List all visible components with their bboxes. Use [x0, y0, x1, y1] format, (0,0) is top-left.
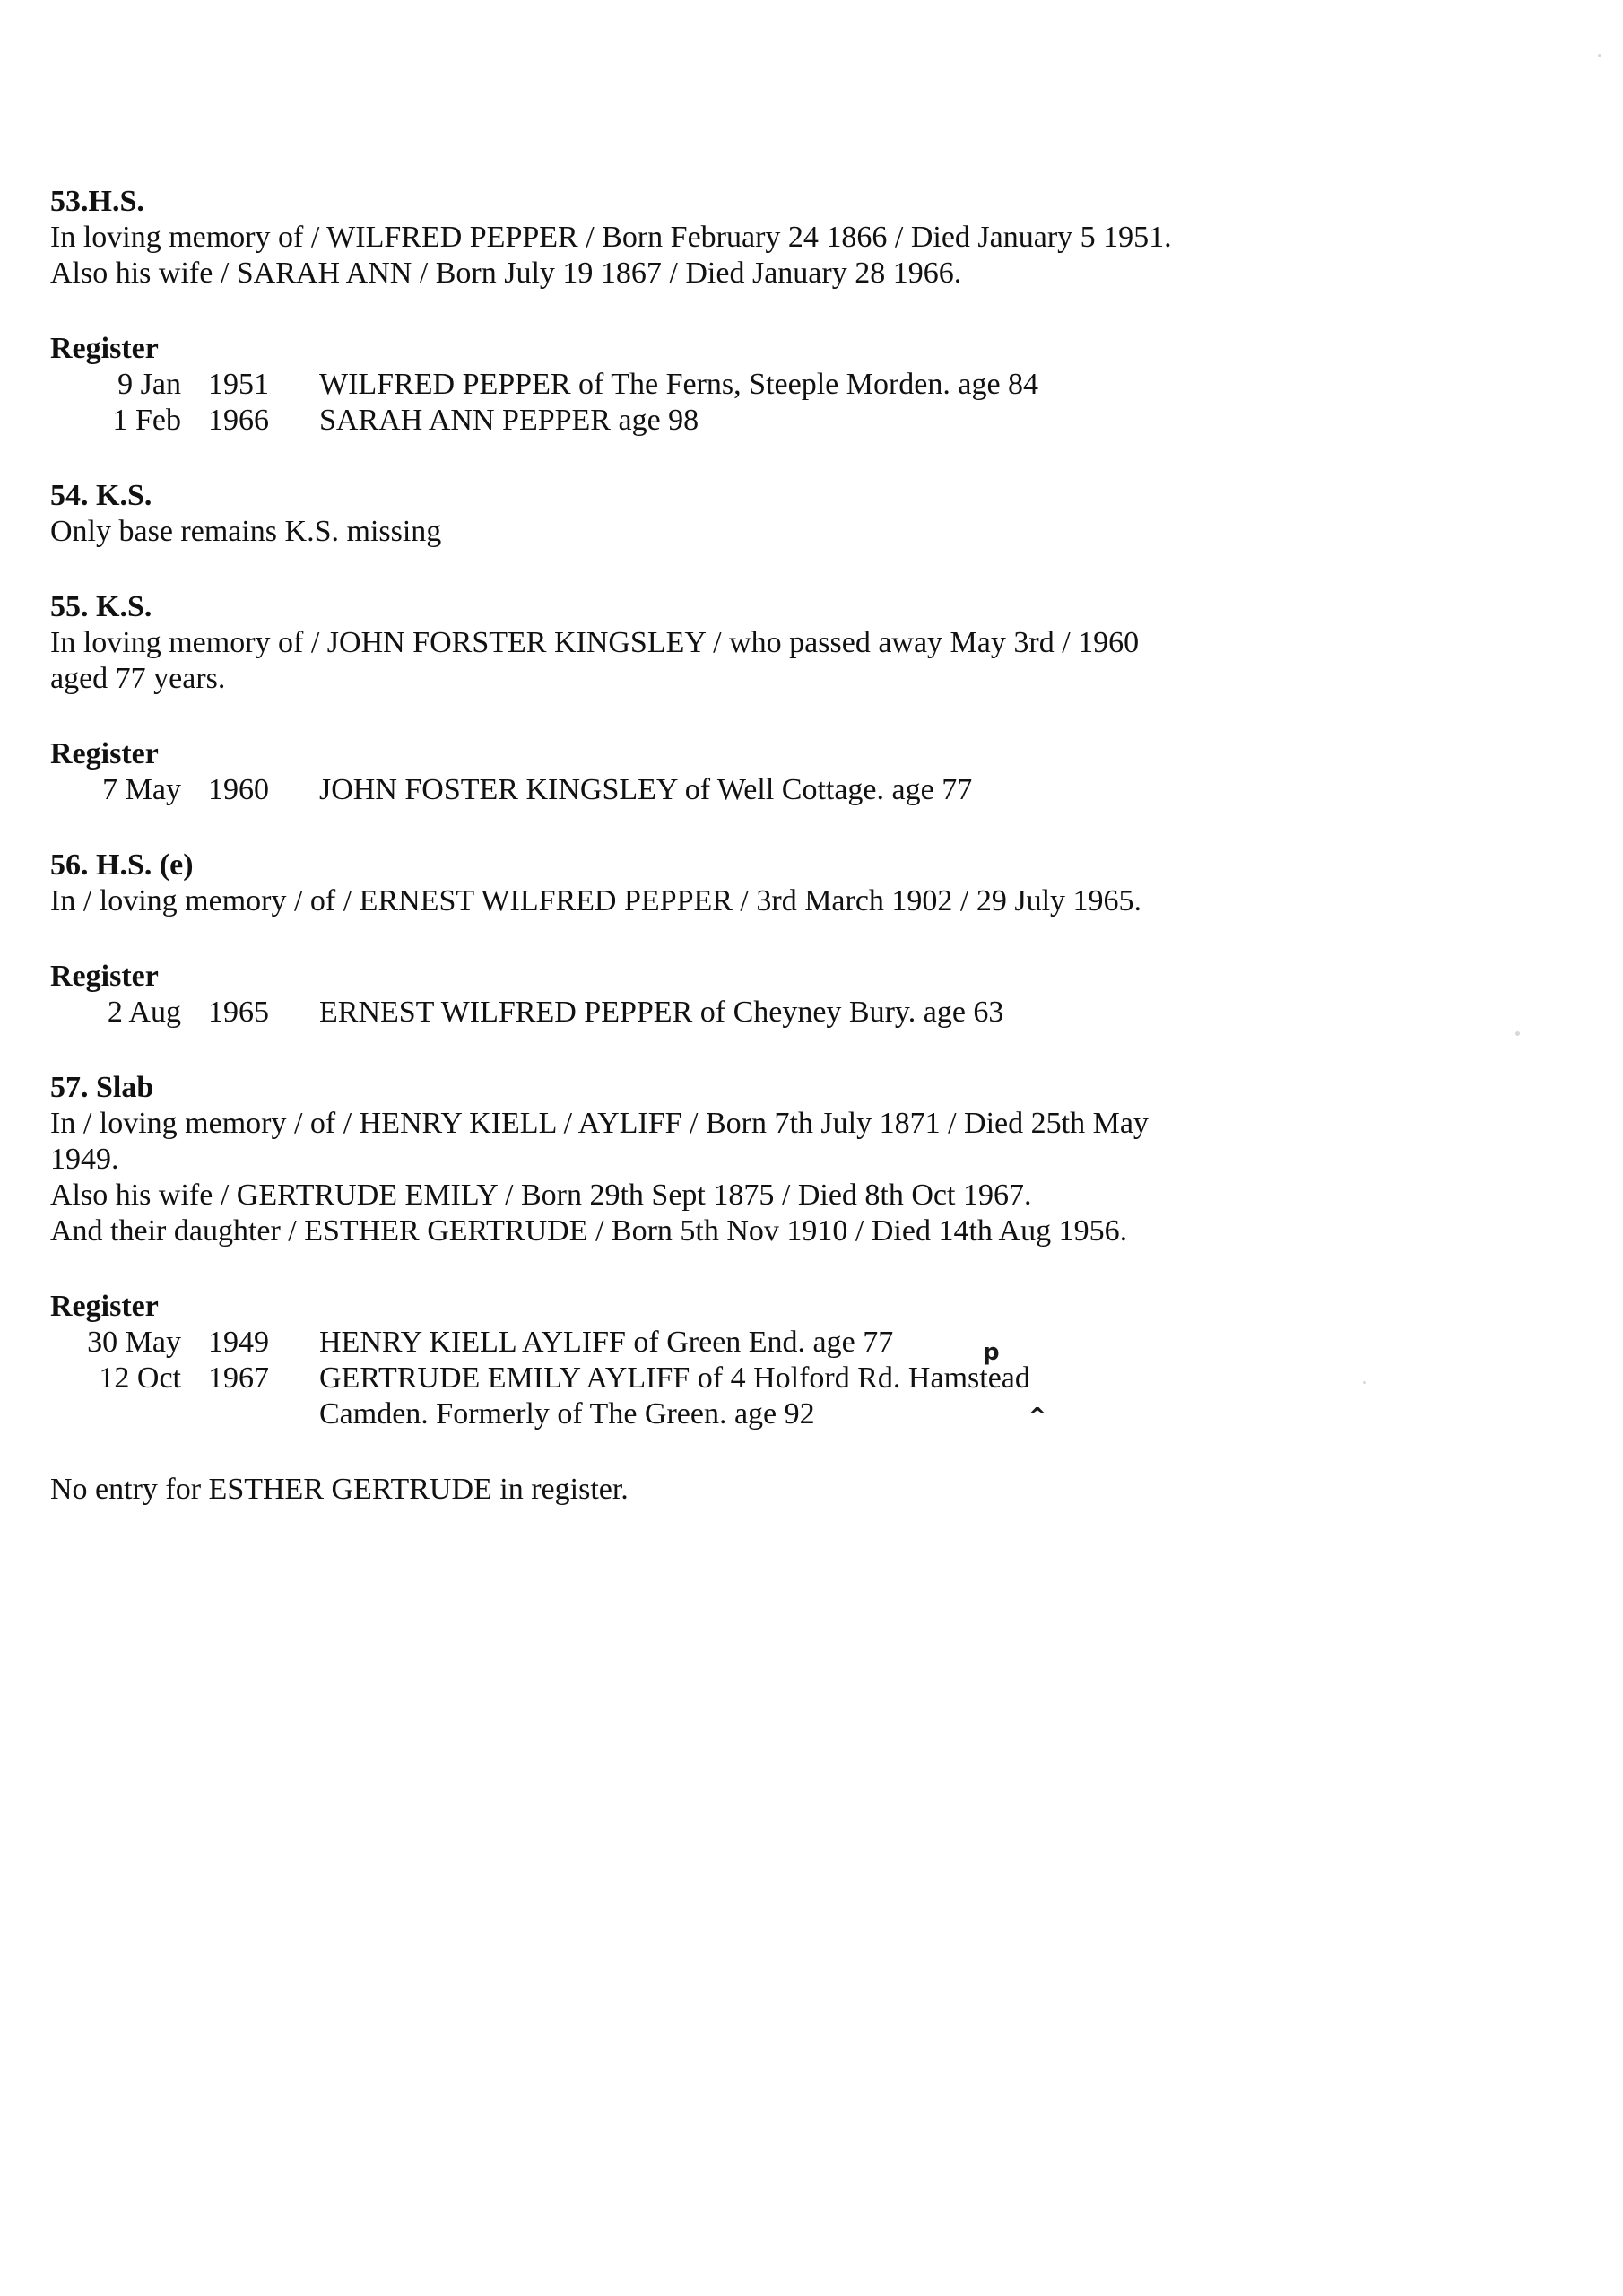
register-row: [50, 995, 1288, 1031]
inscription-line: In loving memory of / WILFRED PEPPER / Born February 24 1866 / Died January 5 1951.: [50, 221, 1172, 254]
register-year: 1966: [208, 404, 269, 437]
register-row: [50, 772, 1288, 808]
entry-56: [50, 848, 1288, 1031]
entry-55: [50, 589, 1288, 808]
register-text: HENRY KIELL AYLIFF of Green End. age 77: [319, 1326, 894, 1359]
entry-57: [50, 1070, 1288, 1432]
inscription-line: In / loving memory / of / ERNEST WILFRED PEPPER / 3rd March 1902 / 29 July 1965.: [50, 884, 1142, 918]
register-day: 9 Jan: [117, 368, 181, 401]
register-title: Register: [50, 960, 159, 993]
entry-53: [50, 184, 1288, 439]
entry-54: [50, 478, 1288, 550]
register-text: ERNEST WILFRED PEPPER of Cheyney Bury. age 63: [319, 996, 1004, 1029]
scan-speck: [1363, 1381, 1366, 1384]
entry-heading: 53.H.S.: [50, 185, 144, 218]
scan-speck: [1515, 1031, 1520, 1036]
register-year: 1949: [208, 1326, 269, 1359]
inscription-line: Also his wife / SARAH ANN / Born July 19 1867 / Died January 28 1966.: [50, 257, 962, 290]
register-row: [50, 1325, 1288, 1361]
register-year: 1960: [208, 773, 269, 806]
register-row: [50, 367, 1288, 403]
register-row: [50, 403, 1288, 439]
entry-heading: 55. K.S.: [50, 590, 152, 623]
inscription-line: 1949.: [50, 1143, 119, 1176]
handwritten-caret-mark: ^: [1028, 1404, 1047, 1431]
register-text: SARAH ANN PEPPER age 98: [319, 404, 699, 437]
register-text: GERTRUDE EMILY AYLIFF of 4 Holford Rd. Hamstead: [319, 1361, 1030, 1395]
register-text: JOHN FOSTER KINGSLEY of Well Cottage. age 77: [319, 773, 973, 806]
inscription-line: Also his wife / GERTRUDE EMILY / Born 29th Sept 1875 / Died 8th Oct 1967.: [50, 1178, 1032, 1212]
register-day: 12 Oct: [99, 1361, 181, 1395]
entry-heading: 54. K.S.: [50, 479, 152, 512]
register-day: 2 Aug: [107, 996, 181, 1029]
register-continuation: Camden. Formerly of The Green. age 92: [319, 1397, 815, 1431]
register-title: Register: [50, 1290, 159, 1323]
inscription-line: In loving memory of / JOHN FORSTER KINGSLEY / who passed away May 3rd / 1960: [50, 626, 1140, 659]
scan-speck: [1598, 54, 1601, 57]
entry-heading: 56. H.S. (e): [50, 848, 194, 882]
register-day: 30 May: [87, 1326, 181, 1359]
register-title: Register: [50, 332, 159, 365]
register-title: Register: [50, 737, 159, 770]
register-year: 1967: [208, 1361, 269, 1395]
register-day: 7 May: [102, 773, 181, 806]
register-text: WILFRED PEPPER of The Ferns, Steeple Morden. age 84: [319, 368, 1039, 401]
register-day: 1 Feb: [112, 404, 181, 437]
inscription-line: aged 77 years.: [50, 662, 226, 695]
handwritten-insert-mark: p: [983, 1339, 1000, 1366]
inscription-line: And their daughter / ESTHER GERTRUDE / Born 5th Nov 1910 / Died 14th Aug 1956.: [50, 1214, 1128, 1248]
register-year: 1951: [208, 368, 269, 401]
document-body: [50, 184, 1288, 1508]
inscription-line: Only base remains K.S. missing: [50, 515, 442, 548]
entry-heading: 57. Slab: [50, 1071, 154, 1104]
register-year: 1965: [208, 996, 269, 1029]
closing-note: No entry for ESTHER GERTRUDE in register.: [50, 1473, 629, 1506]
register-continuation-row: [50, 1396, 1288, 1432]
inscription-line: In / loving memory / of / HENRY KIELL / AYLIFF / Born 7th July 1871 / Died 25th May: [50, 1107, 1149, 1140]
